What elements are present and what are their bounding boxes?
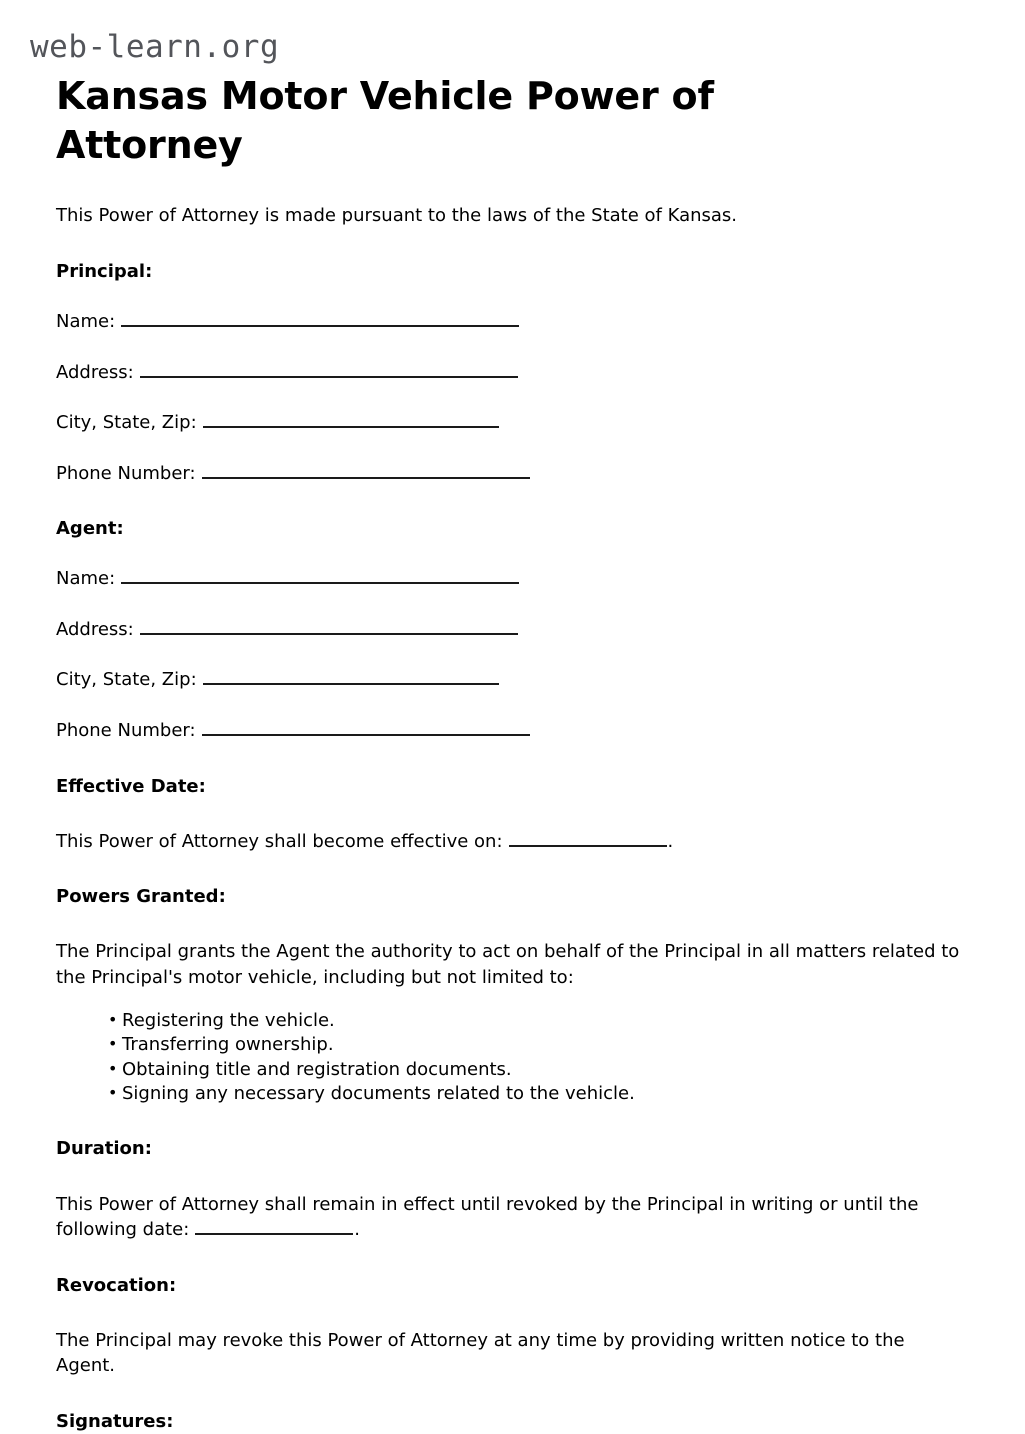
blank-line-principal-phone[interactable] <box>202 463 530 479</box>
field-principal-city-state-zip <box>56 410 960 436</box>
field-principal-name <box>56 309 960 335</box>
section-heading-agent: Agent: <box>56 518 124 540</box>
field-label: Address: <box>56 618 134 640</box>
section-heading-signatures: Signatures: <box>56 1411 174 1432</box>
blank-line-principal-address[interactable] <box>140 362 518 378</box>
list-item: • Transferring ownership. <box>108 1033 960 1057</box>
effective-date-paragraph <box>56 829 960 855</box>
effective-date-period: . <box>667 830 674 852</box>
blank-line-principal-city-state-zip[interactable] <box>203 412 499 428</box>
list-item: • Signing any necessary documents related to the vehicle. <box>108 1082 960 1106</box>
field-label: City, State, Zip: <box>56 669 197 691</box>
field-label: Name: <box>56 310 116 332</box>
field-agent-phone <box>56 718 960 744</box>
section-heading-effective-date: Effective Date: <box>56 775 206 797</box>
field-label: Address: <box>56 361 134 383</box>
powers-granted-list <box>56 1009 960 1107</box>
duration-paragraph <box>56 1192 960 1243</box>
blank-line-agent-address[interactable] <box>140 619 518 635</box>
blank-line-principal-name[interactable] <box>121 311 519 327</box>
section-heading-revocation: Revocation: <box>56 1274 177 1296</box>
field-label: Phone Number: <box>56 720 196 741</box>
section-heading-duration: Duration: <box>56 1138 152 1160</box>
field-agent-name <box>56 566 960 592</box>
effective-date-text: This Power of Attorney shall become effective on: <box>56 830 503 852</box>
blank-line-duration-date[interactable] <box>195 1219 353 1235</box>
blank-line-agent-city-state-zip[interactable] <box>203 669 499 685</box>
site-watermark: web-learn.org <box>30 29 280 65</box>
powers-granted-intro: The Principal grants the Agent the authority to act on behalf of the Principal in all matters related to the Principal's motor vehicle, including but not limited to: <box>56 941 960 989</box>
page-title: Kansas Motor Vehicle Power of Attorney <box>56 74 714 167</box>
blank-line-agent-phone[interactable] <box>202 720 530 736</box>
list-item: • Obtaining title and registration documents. <box>108 1058 960 1082</box>
duration-period: . <box>354 1219 361 1241</box>
revocation-paragraph: The Principal may revoke this Power of Attorney at any time by providing written notice to the Agent. <box>56 1329 905 1377</box>
field-agent-address <box>56 617 960 643</box>
intro-paragraph: This Power of Attorney is made pursuant to the laws of the State of Kansas. <box>56 205 738 227</box>
duration-text: This Power of Attorney shall remain in effect until revoked by the Principal in writing or until the following date: <box>56 1193 919 1241</box>
field-principal-phone <box>56 461 960 487</box>
field-label: City, State, Zip: <box>56 412 197 434</box>
document-body <box>56 72 960 1434</box>
blank-line-effective-date[interactable] <box>509 831 667 847</box>
blank-line-agent-name[interactable] <box>121 568 519 584</box>
list-item: • Registering the vehicle. <box>108 1009 960 1033</box>
field-label: Name: <box>56 568 116 590</box>
field-principal-address <box>56 360 960 386</box>
field-label: Phone Number: <box>56 462 196 484</box>
field-agent-city-state-zip <box>56 667 960 693</box>
section-heading-principal: Principal: <box>56 260 153 282</box>
section-heading-powers-granted: Powers Granted: <box>56 886 226 908</box>
